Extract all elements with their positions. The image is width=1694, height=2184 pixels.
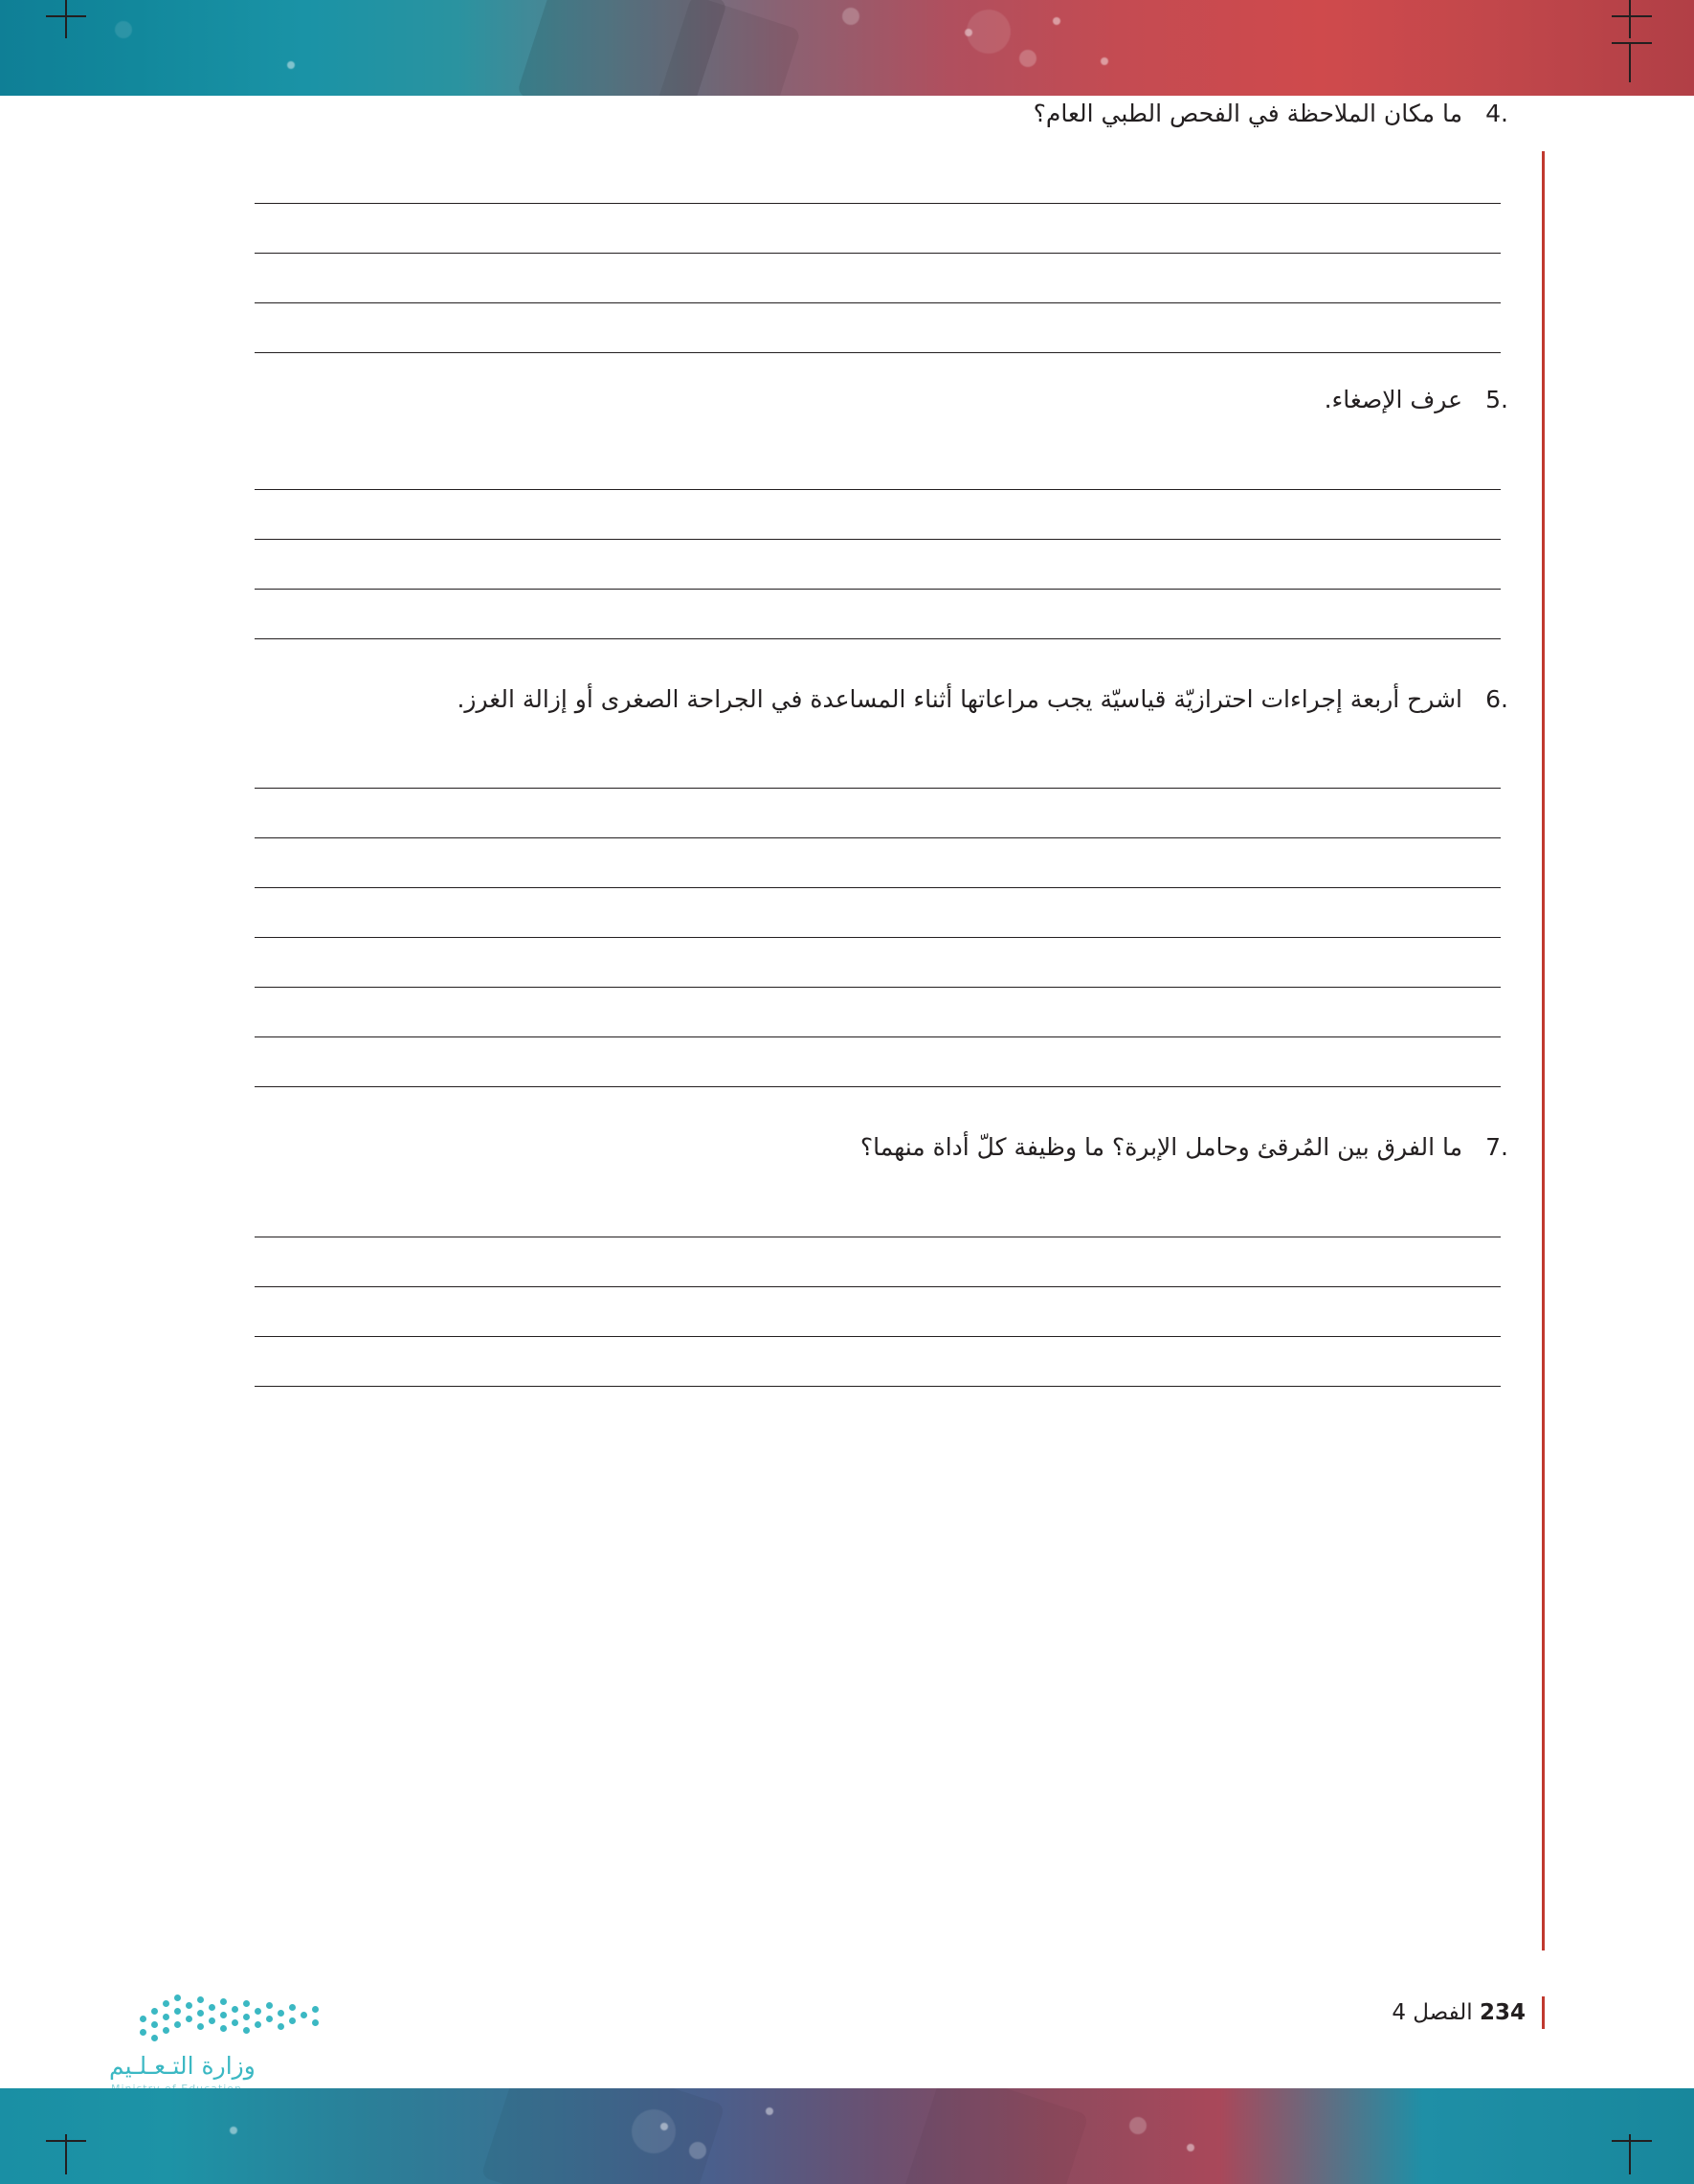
ministry-of-education-dots-logo bbox=[134, 1991, 325, 2050]
question-item bbox=[234, 681, 1526, 1088]
band-bokeh bbox=[632, 2109, 676, 2153]
question-number: .5 bbox=[1485, 385, 1508, 413]
answer-line[interactable] bbox=[255, 739, 1501, 789]
crop-mark bbox=[1612, 42, 1652, 44]
page-header-band bbox=[0, 0, 1694, 96]
footer-rule bbox=[1542, 1996, 1545, 2029]
answer-line[interactable] bbox=[255, 303, 1501, 353]
question-header bbox=[234, 96, 1526, 133]
answer-line[interactable] bbox=[255, 988, 1501, 1037]
answer-line[interactable] bbox=[255, 440, 1501, 490]
answer-lines[interactable] bbox=[234, 440, 1526, 639]
page-footer-label bbox=[1392, 2000, 1526, 2025]
band-bokeh bbox=[967, 10, 1011, 54]
spacer bbox=[234, 639, 1526, 681]
answer-line[interactable] bbox=[255, 540, 1501, 590]
question-item bbox=[234, 382, 1526, 639]
answer-line[interactable] bbox=[255, 1337, 1501, 1387]
band-bokeh bbox=[287, 61, 295, 69]
answer-line[interactable] bbox=[255, 1188, 1501, 1237]
page-content bbox=[0, 96, 1694, 2088]
crop-mark bbox=[65, 2134, 67, 2174]
band-bokeh bbox=[1101, 57, 1108, 65]
answer-line[interactable] bbox=[255, 888, 1501, 938]
question-text: ما مكان الملاحظة في الفحص الطبي العام؟ bbox=[1033, 100, 1462, 127]
crop-mark bbox=[65, 0, 67, 38]
question-item bbox=[234, 96, 1526, 353]
question-text: عرف الإصغاء. bbox=[1324, 385, 1462, 413]
band-bokeh bbox=[230, 2127, 237, 2134]
band-bokeh bbox=[1187, 2144, 1194, 2151]
question-header bbox=[234, 681, 1526, 719]
question-header bbox=[234, 1129, 1526, 1167]
band-bokeh bbox=[115, 21, 132, 38]
answer-lines[interactable] bbox=[234, 739, 1526, 1087]
spacer bbox=[234, 353, 1526, 382]
questions-list bbox=[234, 96, 1526, 1387]
band-bokeh bbox=[766, 2107, 773, 2115]
crop-mark bbox=[1629, 42, 1631, 82]
question-text: اشرح أربعة إجراءات احترازيّة قياسيّة يجب مراعاتها أثناء المساعدة في الجراحة الصغرى أو إزالة الغرز. bbox=[457, 684, 1462, 713]
crop-mark bbox=[1612, 2140, 1652, 2142]
answer-line[interactable] bbox=[255, 1237, 1501, 1287]
question-number: .7 bbox=[1485, 1133, 1508, 1162]
crop-mark bbox=[1629, 0, 1631, 38]
question-item bbox=[234, 1129, 1526, 1387]
band-bokeh bbox=[660, 2123, 668, 2130]
question-number: .4 bbox=[1485, 100, 1508, 127]
chapter-label: الفصل 4 bbox=[1392, 2000, 1473, 2025]
question-text: ما الفرق بين المُرقئ وحامل الإبرة؟ ما وظيفة كلّ أداة منهما؟ bbox=[859, 1133, 1462, 1162]
band-bokeh bbox=[1129, 2117, 1147, 2134]
crop-mark bbox=[1612, 15, 1652, 17]
answer-line[interactable] bbox=[255, 838, 1501, 888]
ministry-logo-arabic: وزارة التـعـلـيم bbox=[109, 2052, 256, 2080]
question-number: .6 bbox=[1485, 684, 1508, 713]
margin-rule bbox=[1542, 151, 1545, 1950]
page-number: 234 bbox=[1479, 2000, 1526, 2025]
spacer bbox=[234, 1087, 1526, 1129]
band-bokeh bbox=[842, 8, 859, 25]
answer-lines[interactable] bbox=[234, 154, 1526, 353]
answer-line[interactable] bbox=[255, 789, 1501, 838]
band-bokeh bbox=[1019, 50, 1036, 67]
band-bokeh bbox=[965, 29, 972, 36]
answer-line[interactable] bbox=[255, 254, 1501, 303]
crop-mark bbox=[1629, 2134, 1631, 2174]
answer-line[interactable] bbox=[255, 154, 1501, 204]
band-shape bbox=[902, 2088, 1088, 2184]
answer-lines[interactable] bbox=[234, 1188, 1526, 1387]
answer-line[interactable] bbox=[255, 1287, 1501, 1337]
page-footer-band bbox=[0, 2088, 1694, 2184]
band-bokeh bbox=[689, 2142, 706, 2159]
band-bokeh bbox=[1053, 17, 1060, 25]
band-shape bbox=[480, 2088, 725, 2184]
answer-line[interactable] bbox=[255, 490, 1501, 540]
answer-line[interactable] bbox=[255, 938, 1501, 988]
answer-line[interactable] bbox=[255, 590, 1501, 639]
answer-line[interactable] bbox=[255, 1037, 1501, 1087]
question-header bbox=[234, 382, 1526, 419]
answer-line[interactable] bbox=[255, 204, 1501, 254]
